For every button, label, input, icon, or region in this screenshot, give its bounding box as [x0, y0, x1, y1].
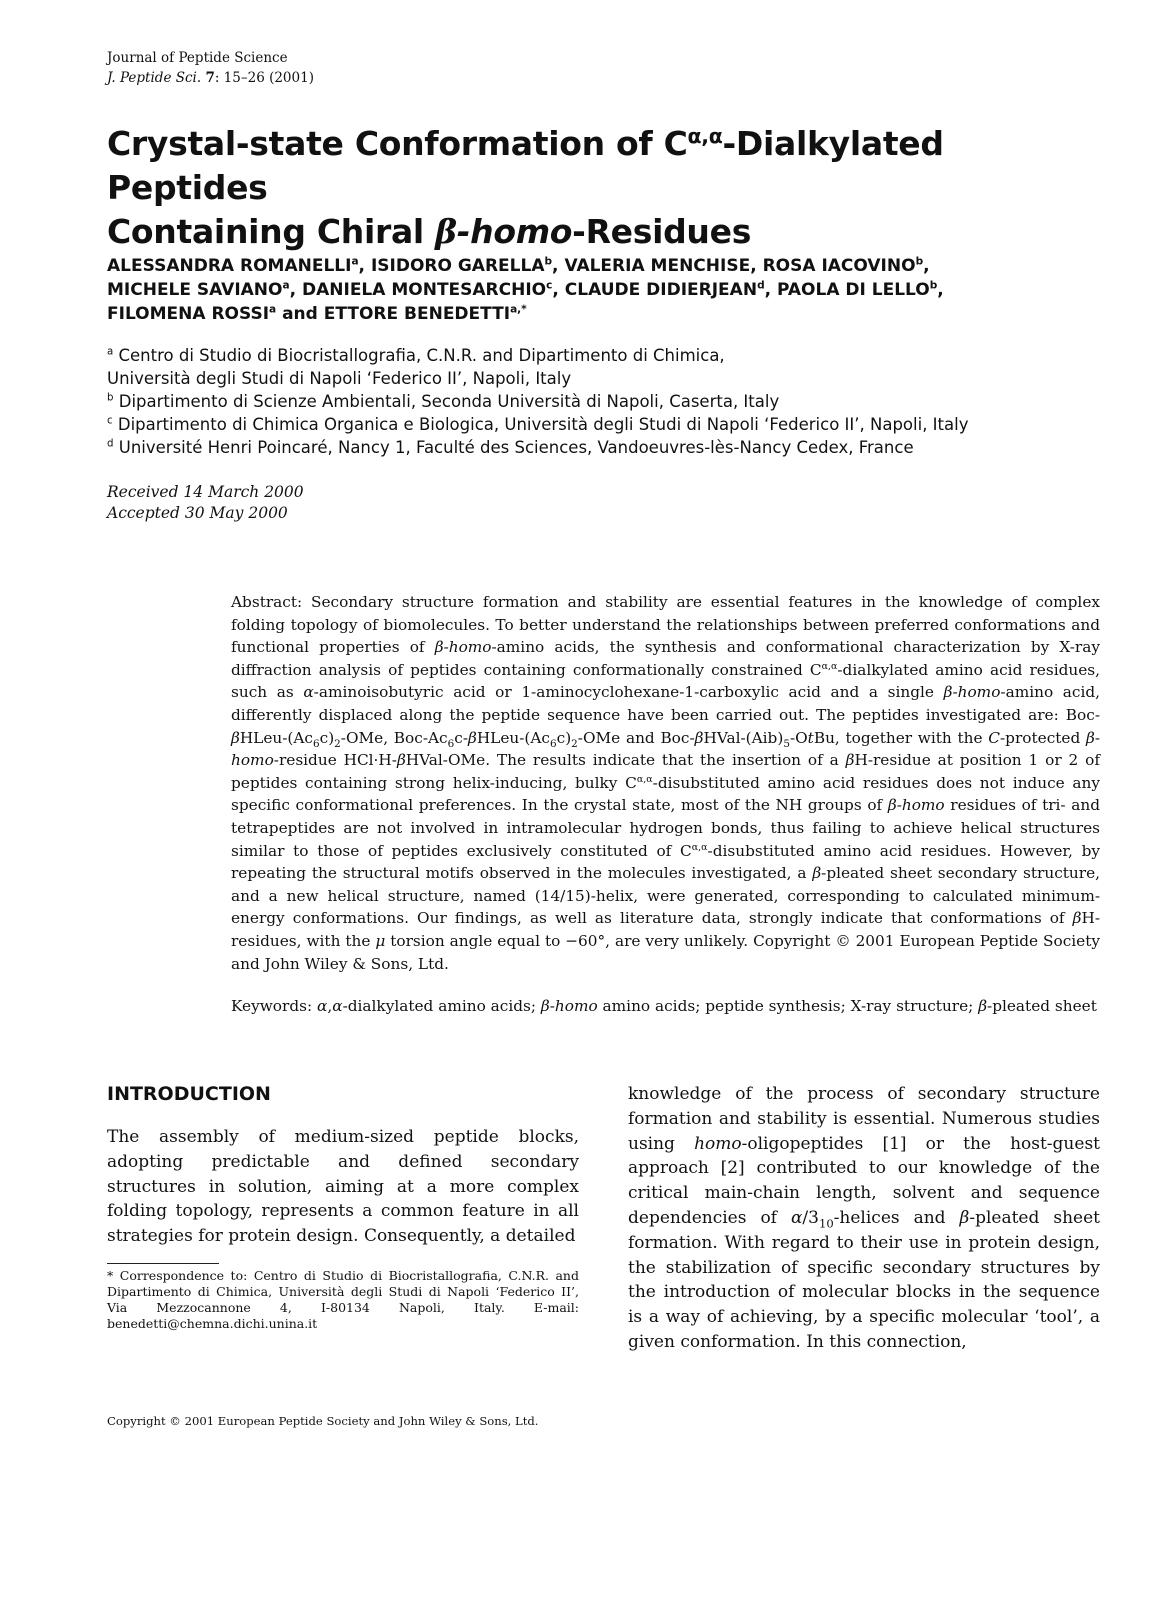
- keywords-greek: α: [332, 997, 343, 1016]
- body-column-right: [628, 1082, 1100, 1355]
- title-beta: β: [435, 212, 457, 251]
- title-text: -Residues: [572, 212, 752, 251]
- author-line-2: [107, 278, 1067, 302]
- keywords-run: -dialkylated amino acids;: [342, 997, 541, 1016]
- abstract-run: -dialkylated amino acid residues, such as: [231, 660, 1100, 702]
- title-homo: -homo: [456, 212, 573, 251]
- abstract-run: torsion angle equal to −60°, are very unlikely. Copyright © 2001 European Peptide Society and John Wiley & Sons, Ltd.: [231, 931, 1100, 973]
- abstract-run: -amino acid, differently displaced along the peptide sequence have been carried out. The peptides investigated are: Boc-: [231, 683, 1101, 724]
- body-run: /3: [802, 1207, 819, 1228]
- author-affil-mark: c: [546, 279, 553, 292]
- author: [302, 280, 565, 300]
- abstract-italic: -homo: [952, 683, 1001, 702]
- author-name: ISIDORO GARELLA: [370, 256, 545, 276]
- abstract-greek: β: [812, 864, 822, 883]
- author-name: DANIELA MONTESARCHIO: [302, 280, 547, 300]
- affiliation-a-cont: [107, 367, 1107, 390]
- journal-header: [107, 48, 314, 88]
- author-name: PAOLA DI LELLO: [777, 280, 930, 300]
- author-name: ALESSANDRA ROMANELLI: [107, 256, 352, 276]
- author-separator: ,: [750, 256, 763, 276]
- title-line-2: [107, 210, 1067, 254]
- abstract-greek: β: [1086, 728, 1095, 747]
- abstract-run: -OMe and Boc-: [577, 728, 695, 747]
- abstract-greek: β: [434, 638, 444, 657]
- author-separator: ,: [552, 256, 565, 276]
- abstract-sub: 5: [783, 737, 790, 750]
- abstract-italic: C: [988, 728, 1001, 747]
- abstract-run: c): [556, 728, 572, 747]
- abstract-text: [231, 591, 1100, 975]
- body-run: -oligopeptides [1] or the host-guest approach [2] contributed to our knowledge of the critical main-chain length, solvent and sequence dependencies of: [628, 1133, 1100, 1228]
- correspondence-footnote: * Correspondence to: Centro di Studio di Biocristallografia, C.N.R. and Dipartimento di Chimica, Università degli Studi di Napoli ‘Federico II’, Via Mezzocannone 4, I-80134 Napoli, Italy. E-mail: benedetti@chemna.dichi.unina.it: [107, 1267, 579, 1331]
- journal-name: Journal of Peptide Science: [107, 50, 288, 66]
- abstract-run: H-residues, with the: [231, 909, 1100, 950]
- abstract-run: Bu, together with the: [813, 728, 989, 747]
- abstract-greek: β: [694, 728, 704, 747]
- abstract-run: HVal-(Aib): [703, 728, 784, 747]
- author-name: FILOMENA ROSSI: [107, 304, 270, 324]
- abstract-sup: α,α: [821, 660, 838, 672]
- author-affil-mark: a,*: [510, 303, 527, 316]
- author-affil-mark: b: [915, 255, 924, 268]
- author-separator: ,: [358, 256, 371, 276]
- abstract-sub: 2: [571, 737, 578, 750]
- journal-abbrev: J. Peptide Sci.: [107, 70, 202, 86]
- abstract-greek: β: [231, 728, 240, 747]
- author-separator: ,: [937, 280, 944, 300]
- abstract-greek: μ: [375, 931, 386, 950]
- abstract-greek: α: [303, 683, 314, 702]
- author-name: ROSA IACOVINO: [762, 256, 916, 276]
- footnote-rule: [107, 1263, 219, 1264]
- abstract-run: -O: [789, 728, 808, 747]
- abstract-italic: t: [807, 728, 814, 747]
- author-separator: ,: [764, 280, 777, 300]
- keywords-greek: β: [540, 997, 550, 1016]
- abstract-sub: 2: [334, 737, 341, 750]
- abstract-run: -protected: [1000, 728, 1086, 747]
- affiliation-mark: c: [107, 415, 113, 427]
- article-dates: [107, 482, 304, 524]
- author-line-3: [107, 302, 1067, 326]
- abstract-greek: β: [943, 683, 953, 702]
- author: [371, 256, 565, 276]
- author: [107, 304, 324, 324]
- author-affil-mark: a: [269, 303, 277, 316]
- author: [107, 280, 302, 300]
- body-run: -pleated sheet formation. With regard to their use in protein design, the stabilization of specific secondary structures by the introduction of molecular blocks in the sequence is a way of achieving, by a specific molecular ‘tool’, a given conformation. In this connection,: [628, 1207, 1100, 1352]
- author-affil-mark: d: [757, 279, 765, 292]
- abstract-italic: -homo: [443, 638, 492, 657]
- affiliation-mark: a: [107, 346, 114, 358]
- body-greek: α: [790, 1207, 803, 1228]
- abstract-greek: β: [887, 796, 897, 815]
- abstract-run: -disubstituted amino acid residues. However, by repeating the structural motifs observed in the molecules investigated, a: [231, 841, 1100, 883]
- author-separator: ,: [923, 256, 930, 276]
- keywords-run: ,: [327, 997, 333, 1016]
- keywords-greek: α: [317, 997, 328, 1016]
- accepted-date: Accepted 30 May 2000: [107, 504, 288, 522]
- author: [565, 280, 777, 300]
- author-list: [107, 254, 1067, 326]
- author: [324, 304, 527, 324]
- abstract-italic: -homo: [896, 796, 945, 815]
- author-separator: ,: [289, 280, 302, 300]
- abstract-greek: β: [1072, 909, 1082, 928]
- author-separator: ,: [552, 280, 565, 300]
- abstract-sup: α,α: [636, 773, 653, 785]
- body-greek: β: [959, 1207, 970, 1228]
- keywords-italic: -homo: [549, 997, 598, 1016]
- abstract-run: -disubstituted amino acid residues does not induce any specific conformational preferences. In the crystal state, most of the NH groups of: [231, 773, 1100, 815]
- affiliation-mark: d: [107, 438, 114, 450]
- affiliation-text: Università degli Studi di Napoli ‘Federico II’, Napoli, Italy: [107, 369, 572, 388]
- abstract-run: c): [319, 728, 335, 747]
- abstract-sub: 6: [313, 737, 320, 750]
- affiliation-text: Dipartimento di Chimica Organica e Biologica, Università degli Studi di Napoli ‘Federico II’, Napoli, Italy: [112, 415, 969, 434]
- affiliation-d: [107, 436, 1107, 459]
- body-run: knowledge of the process of secondary structure formation and stability is essential. Numerous studies using: [628, 1084, 1100, 1154]
- journal-citation: [107, 68, 314, 88]
- author-affil-mark: b: [544, 255, 553, 268]
- intro-paragraph-1: The assembly of medium-sized peptide blocks, adopting predictable and defined secondary structures in solution, aiming at a more complex folding topology, represents a common feature in all strategies for protein design. Consequently, a detailed: [107, 1127, 579, 1247]
- abstract-run: -aminoisobutyric acid or 1-aminocyclohexane-1-carboxylic acid and a single: [313, 683, 944, 702]
- intro-paragraph-continued: [628, 1082, 1100, 1355]
- keywords-greek: β: [978, 997, 988, 1016]
- abstract-run: -amino acids, the synthesis and conformational characterization by X-ray diffraction analysis of peptides containing conformationally constrained C: [231, 638, 1100, 679]
- abstract-run: c-: [454, 728, 468, 747]
- abstract-run: -residue HCl·H-: [273, 751, 397, 770]
- author-affil-mark: a: [282, 279, 290, 292]
- affiliation-a: [107, 344, 1107, 367]
- abstract-block: [231, 591, 1100, 1018]
- journal-pages-year: : 15–26 (2001): [214, 70, 314, 86]
- abstract-run: -pleated sheet secondary structure, and a new helical structure, named (14/15)-helix, were generated, corresponding to calculated minimum-energy conformations. Our findings, as well as literature data, strongly indicate that conformations of: [231, 864, 1100, 928]
- abstract-italic: -homo: [231, 728, 1101, 770]
- author-affil-mark: b: [929, 279, 938, 292]
- title-text: Crystal-state Conformation of C: [107, 124, 688, 163]
- abstract-greek: β: [845, 751, 855, 770]
- article-title: [107, 122, 1067, 254]
- author: [107, 256, 371, 276]
- title-text: -Dialkylated Peptides: [107, 124, 944, 207]
- copyright-line: Copyright © 2001 European Peptide Society and John Wiley & Sons, Ltd.: [107, 1414, 539, 1428]
- abstract-run: Abstract: Secondary structure formation and stability are essential features in the knowledge of complex folding topology of biomolecules. To better understand the relationships between preferred conformations and functional properties of: [231, 593, 1100, 657]
- author-name: VALERIA MENCHISE: [564, 256, 751, 276]
- affiliation-mark: b: [107, 392, 114, 404]
- journal-volume: 7: [205, 70, 215, 86]
- keywords-run: Keywords:: [231, 997, 317, 1016]
- abstract-sub: 6: [447, 737, 455, 750]
- affiliation-c: [107, 413, 1107, 436]
- author-name: CLAUDE DIDIERJEAN: [564, 280, 758, 300]
- author-affil-mark: a: [351, 255, 359, 268]
- title-line-1: [107, 122, 1067, 210]
- author-line-1: [107, 254, 1067, 278]
- author: [564, 256, 762, 276]
- received-date: Received 14 March 2000: [107, 483, 304, 501]
- body-sub: 10: [818, 1216, 834, 1231]
- keywords-run: -pleated sheet: [987, 997, 1097, 1016]
- keywords-run: amino acids; peptide synthesis; X-ray structure;: [597, 997, 979, 1016]
- abstract-run: HLeu-(Ac: [239, 728, 313, 747]
- abstract-greek: β: [468, 728, 477, 747]
- author: [777, 280, 944, 300]
- affiliation-b: [107, 390, 1107, 413]
- abstract-run: HVal-OMe. The results indicate that the insertion of a: [405, 751, 846, 770]
- affiliation-text: Dipartimento di Scienze Ambientali, Seconda Università di Napoli, Caserta, Italy: [113, 392, 780, 411]
- abstract-run: residues of tri- and tetrapeptides are not involved in intramolecular hydrogen bonds, thus failing to achieve helical structures similar to those of peptides exclusively constituted of C: [231, 796, 1100, 860]
- affiliation-list: [107, 344, 1107, 459]
- affiliation-text: Université Henri Poincaré, Nancy 1, Faculté des Sciences, Vandoeuvres-lès-Nancy Cedex, France: [113, 438, 914, 457]
- affiliation-text: Centro di Studio di Biocristallografia, C.N.R. and Dipartimento di Chimica,: [113, 346, 725, 365]
- keywords: [231, 995, 1100, 1018]
- author-name: MICHELE SAVIANO: [107, 280, 283, 300]
- abstract-run: -OMe, Boc-Ac: [340, 728, 448, 747]
- body-run: -helices and: [833, 1207, 960, 1228]
- abstract-run: H-residue at position 1 or 2 of peptides containing strong helix-inducing, bulky C: [231, 751, 1100, 792]
- abstract-sup: α,α: [691, 841, 708, 853]
- title-text: Containing Chiral: [107, 212, 436, 251]
- title-superscript: α,α: [687, 124, 723, 148]
- body-italic: homo: [694, 1133, 742, 1154]
- author-name: ETTORE BENEDETTI: [323, 304, 511, 324]
- section-heading-introduction: INTRODUCTION: [107, 1083, 271, 1105]
- body-column-left: [107, 1082, 579, 1332]
- author: [763, 256, 930, 276]
- abstract-greek: β: [396, 751, 406, 770]
- abstract-sub: 6: [550, 737, 557, 750]
- abstract-run: HLeu-(Ac: [476, 728, 550, 747]
- author-separator: and: [276, 304, 324, 324]
